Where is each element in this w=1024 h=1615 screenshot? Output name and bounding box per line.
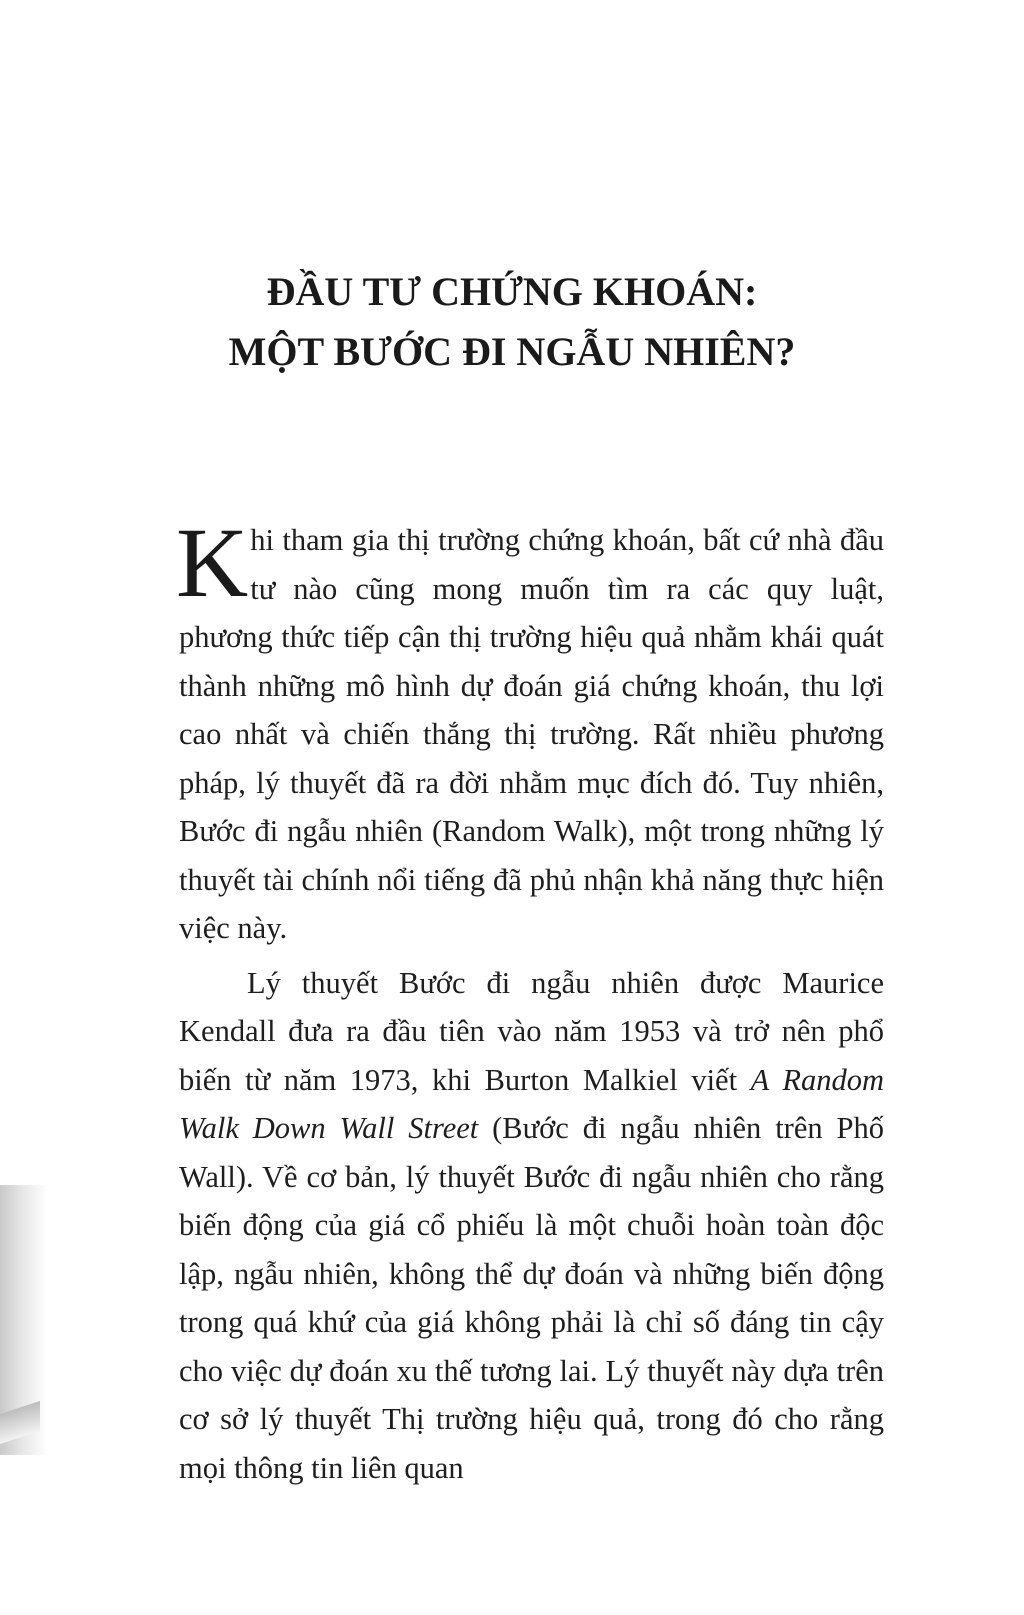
drop-cap: K	[176, 507, 249, 618]
chapter-title-line-2: MỘT BƯỚC ĐI NGẪU NHIÊN?	[228, 329, 796, 374]
body-text	[176, 507, 884, 1492]
book-title: A Random Walk Down Wall Street	[179, 1062, 884, 1145]
paragraph-1-text: hi tham gia thị trường chứng khoán, bất cứ nhà đầu tư nào cũng mong muốn tìm ra các quy luật, phương thức tiếp cận thị trường hiệu quả nhằm khái quát thành những mô hình dự đoán giá chứng khoán, thu lợi cao nhất và chiến thắng thị trường. Rất nhiều phương pháp, lý thuyết đã ra đời nhằm mục đích đó. Tuy nhiên, Bước đi ngẫu nhiên (Random Walk), một trong những lý thuyết tài chính nổi tiếng đã phủ nhận khả năng thực hiện việc này.	[179, 523, 884, 945]
chapter-title	[0, 262, 1024, 382]
paragraph-2-text-start: Lý thuyết Bước đi ngẫu nhiên được Maurice Kendall đưa ra đầu tiên vào năm 1953 và trở nên phổ biến từ năm 1973, khi Burton Malkiel viết	[179, 965, 884, 1097]
chapter-title-line-1: ĐẦU TƯ CHỨNG KHOÁN:	[266, 269, 758, 314]
paragraph-2	[179, 959, 884, 1493]
paragraph-1	[176, 507, 884, 953]
paragraph-2-text-end: (Bước đi ngẫu nhiên trên Phố Wall). Về cơ bản, lý thuyết Bước đi ngẫu nhiên cho rằng biến động của giá cổ phiếu là một chuỗi hoàn toàn độc lập, ngẫu nhiên, không thể dự đoán và những biến động trong quá khứ của giá không phải là chỉ số đáng tin cậy cho việc dự đoán xu thế tương lai. Lý thuyết này dựa trên cơ sở lý thuyết Thị trường hiệu quả, trong đó cho rằng mọi thông tin liên quan	[179, 1111, 884, 1485]
